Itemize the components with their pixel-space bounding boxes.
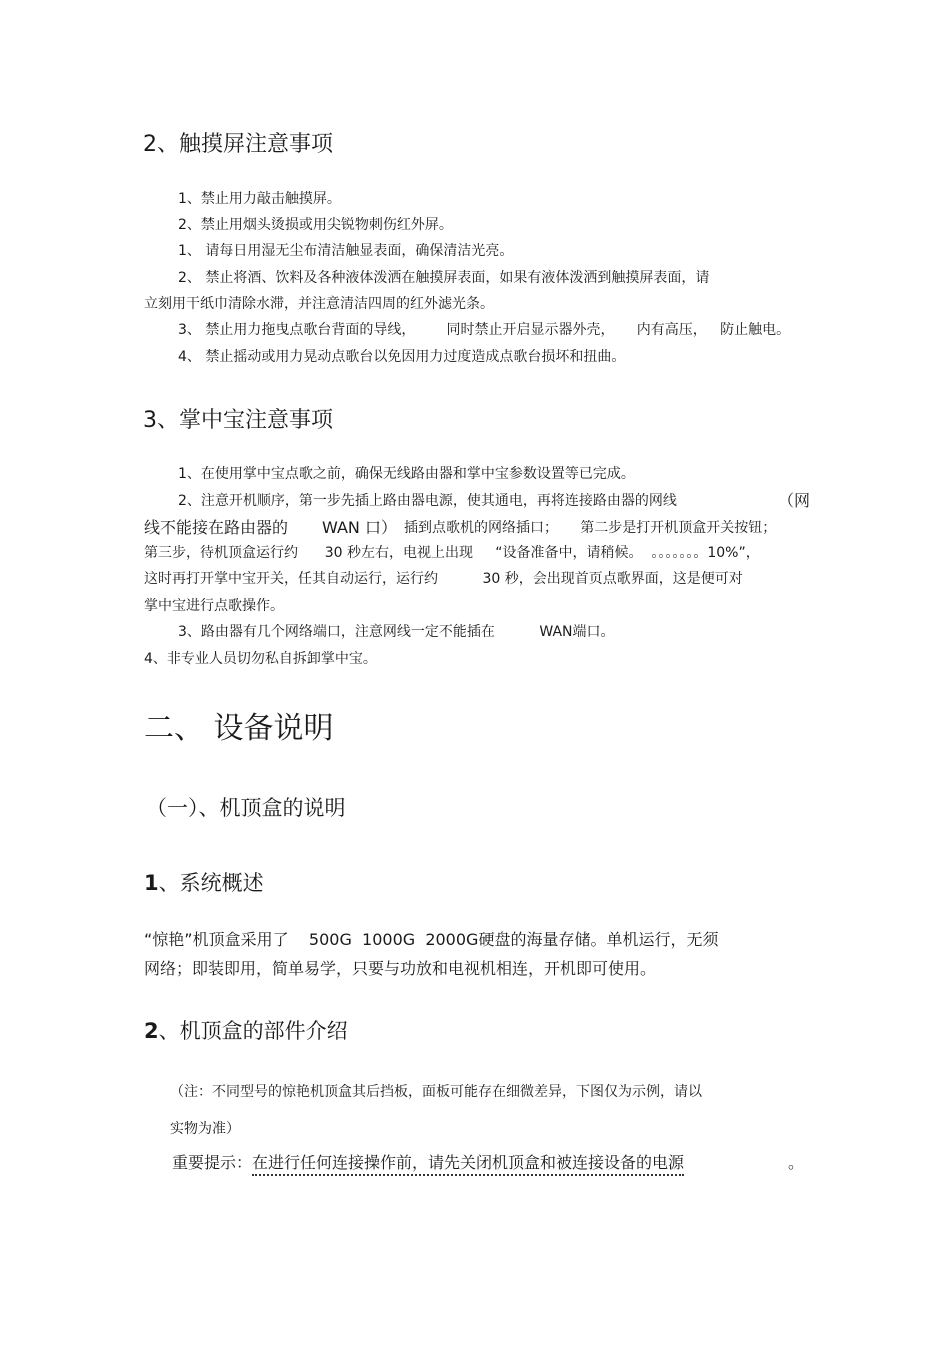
system-overview-paragraph: “惊艳”机顶盒采用了 500G 1000G 2000G硬盘的海量存储。单机运行，无须 [144,930,719,949]
parts-heading: 2、机顶盒的部件介绍 [144,1019,348,1043]
handheld-item-cont: 插到点歌机的网络插口； 第二步是打开机顶盒开关按钮； [404,520,777,536]
touchscreen-item-cont: 立刻用干纸巾清除水滞，并注意清洁四周的红外滤光条。 [144,296,494,312]
section-heading-handheld: 3、掌中宝注意事项 [143,408,333,433]
important-text: 在进行任何连接操作前，请先关闭机顶盒和被连接设备的电源 [252,1153,684,1176]
parts-note: （注：不同型号的惊艳机顶盒其后挡板，面板可能存在细微差异，下图仅为示例，请以 [170,1084,702,1100]
touchscreen-item: 2、禁止用烟头烫损或用尖锐物刺伤红外屏。 [178,217,453,233]
handheld-item-cont: 掌中宝进行点歌操作。 [144,598,284,614]
touchscreen-item: 3、 禁止用力拖曳点歌台背面的导线， 同时禁止开启显示器外壳， 内有高压， 防止触电。 [178,322,791,338]
touchscreen-item: 2、 禁止将酒、饮料及各种液体泼洒在触摸屏表面，如果有液体泼洒到触摸屏表面，请 [178,270,710,286]
handheld-item-paren: （网 [778,491,811,510]
system-overview-heading: 1、系统概述 [144,871,264,895]
chapter-heading: 二、 设备说明 [144,711,334,746]
touchscreen-item: 1、禁止用力敲击触摸屏。 [178,191,341,207]
touchscreen-item: 1、 请每日用湿无尘布清洁触显表面，确保清洁光亮。 [178,243,514,259]
important-end: 。 [788,1153,805,1172]
section-heading-touchscreen: 2、触摸屏注意事项 [143,132,333,157]
handheld-item-cont: 这时再打开掌中宝开关，任其自动运行，运行约 30 秒，会出现首页点歌界面，这是便可对 [144,571,743,587]
system-overview-paragraph: 网络；即装即用，简单易学，只要与功放和电视机相连，开机即可使用。 [144,959,657,978]
important-label: 重要提示： [172,1153,253,1172]
touchscreen-item: 4、 禁止摇动或用力晃动点歌台以免因用力过度造成点歌台损坏和扭曲。 [178,349,626,365]
handheld-item: 4、非专业人员切勿私自拆卸掌中宝。 [144,651,377,667]
handheld-item-cont: 线不能接在路由器的 [144,518,289,537]
subchapter-heading: （一）、机顶盒的说明 [146,796,346,820]
handheld-item-cont: 第三步，待机顶盒运行约 30 秒左右，电视上出现 “设备准备中，请稍候。 。。。。。。。10%”， [144,545,760,561]
handheld-item-wan: WAN 口） [322,518,397,537]
handheld-item: 3、路由器有几个网络端口，注意网线一定不能插在 WAN端口。 [178,624,615,640]
important-notice [172,1153,684,1172]
parts-note-cont: 实物为准） [170,1121,240,1137]
handheld-item: 1、在使用掌中宝点歌之前，确保无线路由器和掌中宝参数设置等已完成。 [178,466,635,482]
handheld-item: 2、注意开机顺序，第一步先插上路由器电源，使其通电，再将连接路由器的网线 [178,493,677,509]
